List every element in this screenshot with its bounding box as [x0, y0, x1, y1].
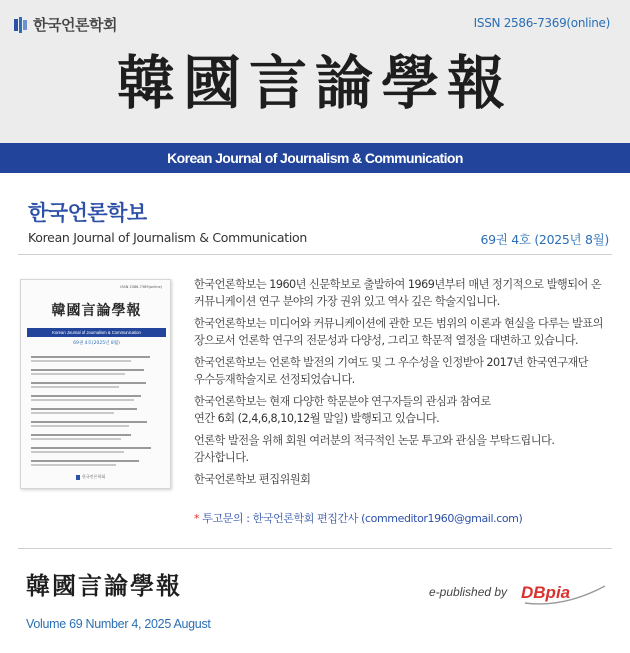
- divider: [18, 548, 612, 549]
- description-paragraph: 한국언론학보는 미디어와 커뮤니케이션에 관한 모든 범위의 이론과 현실을 다루는 발표의 장으로서 언론학 연구의 전문성과 다양성, 그리고 학문적 열정을 대변하고 있습니다.: [194, 317, 603, 347]
- journal-title-en: Korean Journal of Journalism & Communication: [28, 230, 307, 245]
- contact-email-link[interactable]: 한국언론학회 편집간사 (commeditor1960@gmail.com): [252, 512, 523, 525]
- description-paragraph: 한국언론학보는 1960년 신문학보로 출발하여 1969년부터 매년 정기적으로 발행되어 온 커뮤니케이션 연구 분야의 가장 권위 있고 역사 깊은 학술지입니다.: [194, 278, 602, 308]
- divider: [18, 254, 612, 255]
- society-logo-icon: [76, 475, 80, 480]
- description-paragraph: 한국언론학보는 언론학 발전의 기여도 및 그 우수성을 인정받아 2017년 한국연구재단 우수등재학술지로 선정되었습니다.: [194, 356, 589, 386]
- editorial-board: 한국언론학보 편집위원회: [194, 473, 311, 486]
- cover-banner: Korean Journal of Journalism & Communication: [27, 328, 166, 337]
- contact-label: 투고문의 :: [202, 512, 253, 525]
- description-paragraph: 한국언론학보는 현재 다양한 학문분야 연구자들의 관심과 참여로 연간 6회 (2,4,6,8,10,12월 말일) 발행되고 있습니다.: [194, 395, 491, 425]
- header: [0, 0, 630, 143]
- journal-description: [194, 276, 614, 493]
- page-title: 한국언론학보: [28, 201, 147, 225]
- contact-marker: *: [194, 512, 200, 525]
- issn: ISSN 2586-7369(online): [473, 16, 610, 30]
- svg-text:DBpia: DBpia: [521, 583, 571, 602]
- cover-issn: ISSN 2586-7369(online): [120, 285, 162, 289]
- cover-logo: 韓國言論學報: [51, 303, 142, 319]
- volume-english: Volume 69 Number 4, 2025 August: [26, 617, 211, 631]
- society-link[interactable]: [14, 14, 117, 35]
- society-logo-icon: [14, 17, 27, 33]
- cover-volume: 69권 4호(2025년 8월): [73, 341, 120, 346]
- description-paragraph: 언론학 발전을 위해 회원 여러분의 적극적인 논문 투고와 관심을 부탁드립니다. 감사합니다.: [194, 434, 555, 464]
- epublished-label: e-published by: [429, 585, 508, 599]
- journal-cover[interactable]: [20, 279, 171, 489]
- journal-logo: 韓國言論學報: [116, 49, 513, 117]
- footer-journal-logo: 韓國言論學報: [26, 571, 182, 600]
- cover-publisher: 한국언론학회: [76, 474, 105, 480]
- society-name: 한국언론학회: [33, 16, 117, 34]
- dbpia-logo[interactable]: [519, 578, 609, 606]
- volume-issue: 69권 4호 (2025년 8월): [480, 232, 609, 247]
- cover-toc: [31, 356, 156, 468]
- journal-banner: Korean Journal of Journalism & Communication: [0, 143, 630, 173]
- submission-contact: [194, 510, 522, 526]
